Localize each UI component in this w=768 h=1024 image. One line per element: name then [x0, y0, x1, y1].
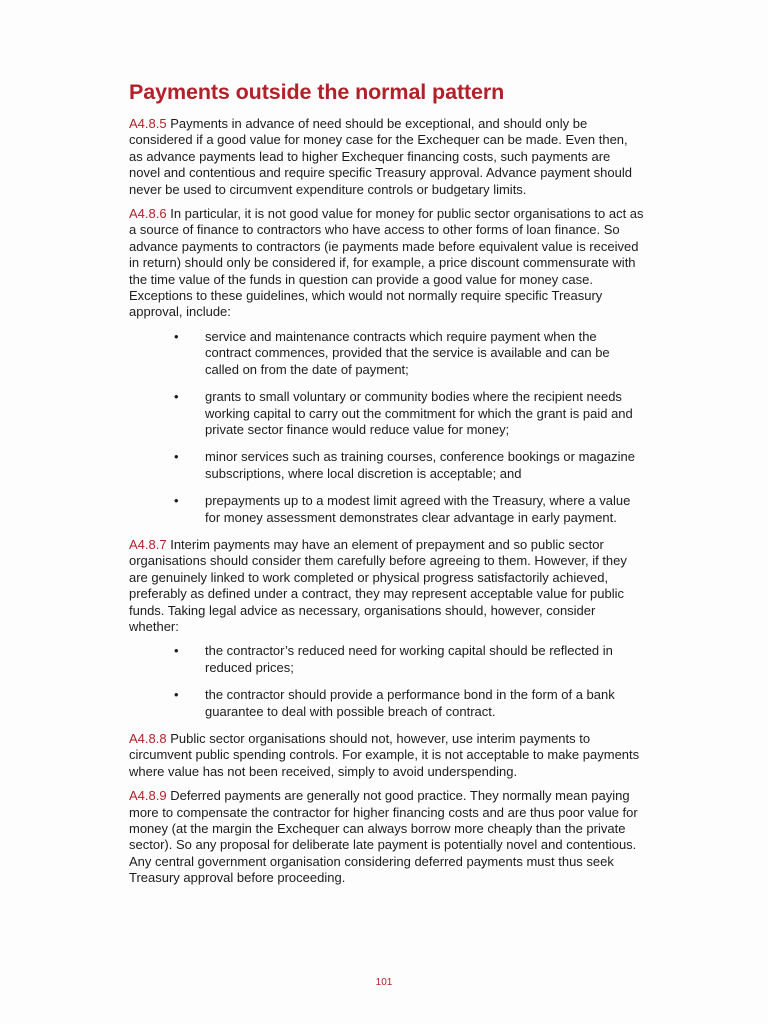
paragraph-a4-8-8: [129, 731, 644, 780]
bullet-icon: •: [174, 643, 179, 659]
paragraph-number: A4.8.7: [129, 536, 167, 552]
paragraph-text: In particular, it is not good value for money for public sector organisations to act as a source of finance to contractors who have access to other forms of loan finance. So advance payments to contractors (ie payments made before equivalent value is received in return) should only be considered if, for example, a price discount commensurate with the time value of the funds in question can provide a good value for money case. Exceptions to these guidelines, which would not normally require specific Treasury approval, include:: [129, 206, 644, 320]
exceptions-list: [129, 329, 644, 526]
list-item-text: the contractor’s reduced need for working capital should be reflected in reduced prices;: [205, 643, 613, 675]
paragraph-number: A4.8.8: [129, 731, 167, 746]
paragraph-number: A4.8.9: [129, 788, 167, 804]
list-item: [129, 389, 644, 438]
list-item-text: grants to small voluntary or community bodies where the recipient needs working capital to carry out the commitment for which the grant is paid and private sector finance would reduce value for money;: [205, 389, 633, 437]
page-number: 101: [375, 977, 393, 988]
list-item-text: the contractor should provide a performance bond in the form of a bank guarantee to deal with possible breach of contract.: [205, 687, 615, 719]
paragraph-a4-8-7: [129, 537, 644, 635]
paragraph-a4-8-5: [129, 116, 644, 198]
bullet-icon: •: [174, 687, 179, 703]
paragraph-text: Payments in advance of need should be exceptional, and should only be considered if a good value for money case for the Exchequer can be made. Even then, as advance payments lead to higher Exchequer financing costs, such payments are novel and contentious and require specific Treasury approval. Advance payment should never be used to circumvent expenditure controls or budgetary limits.: [129, 116, 632, 197]
list-item: [129, 687, 644, 720]
considerations-list: [129, 643, 644, 720]
list-item-text: service and maintenance contracts which require payment when the contract commences, provided that the service is available and can be called on from the date of payment;: [205, 328, 610, 377]
paragraph-a4-8-6: [129, 206, 644, 321]
paragraph-number: A4.8.6: [129, 206, 167, 222]
paragraph-number: A4.8.5: [129, 116, 167, 131]
bullet-icon: •: [174, 493, 179, 509]
list-item-text: prepayments up to a modest limit agreed with the Treasury, where a value for money assessment demonstrates clear advantage in early payment.: [205, 493, 631, 525]
paragraph-text: Interim payments may have an element of prepayment and so public sector organisations should consider them carefully before agreeing to them. However, if they are genuinely linked to work completed or physical progress satisfactorily achieved, preferably as defined under a contract, they may represent acceptable value for public funds. Taking legal advice as necessary, organisations should, however, consider whether:: [129, 536, 627, 634]
bullet-icon: •: [174, 449, 179, 465]
page-content: [129, 78, 644, 895]
paragraph-text: Public sector organisations should not, however, use interim payments to circumvent public spending controls. For example, it is not acceptable to make payments where value has not been received, simply to avoid underspending.: [129, 731, 640, 779]
list-item-text: minor services such as training courses, conference bookings or magazine subscriptions, where local discretion is acceptable; and: [205, 449, 635, 481]
paragraph-text: Deferred payments are generally not good practice. They normally mean paying more to compensate the contractor for higher financing costs and are thus poor value for money (at the margin the Exchequer can always borrow more cheaply than the private sector). So any proposal for deliberate late payment is potentially novel and contentious. Any central government organisation considering deferred payments must thus seek Treasury approval before proceeding.: [129, 788, 638, 886]
list-item: [129, 643, 644, 676]
paragraph-a4-8-9: [129, 788, 644, 886]
bullet-icon: •: [174, 389, 179, 405]
list-item: [129, 329, 644, 378]
list-item: [129, 449, 644, 482]
bullet-icon: •: [174, 328, 179, 344]
list-item: [129, 493, 644, 526]
section-heading: Payments outside the normal pattern: [129, 80, 505, 104]
